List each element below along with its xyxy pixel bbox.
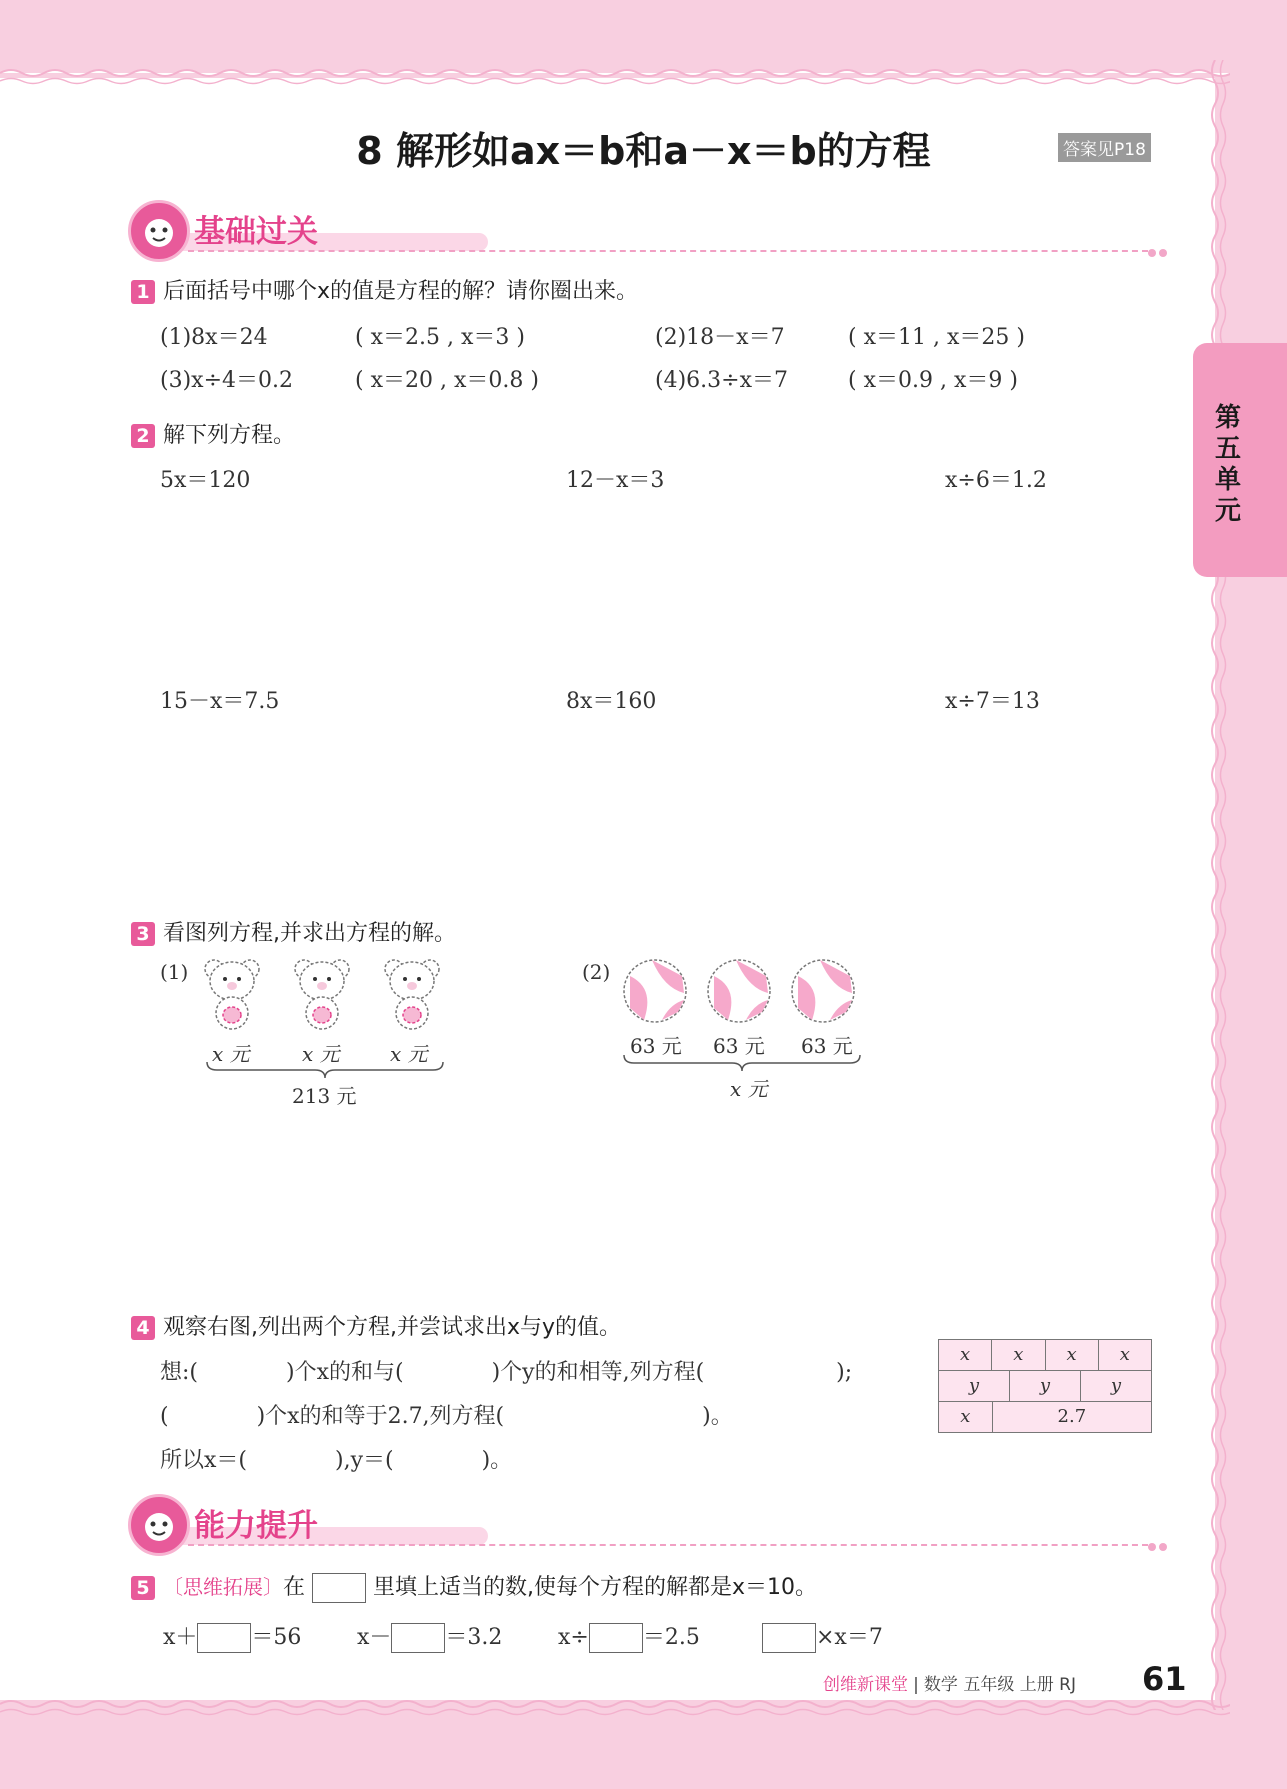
teddy-bear-icon bbox=[200, 955, 450, 1035]
q5-eq-2 bbox=[357, 1620, 502, 1653]
q4-prompt-text: 观察右图,列出两个方程,并尝试求出x与y的值。 bbox=[163, 1315, 622, 1340]
q1-item-1-eq: (1)8x＝24 bbox=[160, 325, 268, 350]
q5-eq-3 bbox=[558, 1620, 700, 1653]
unit-side-tab[interactable] bbox=[1193, 343, 1287, 577]
q3-part2-total: x 元 bbox=[730, 1077, 768, 1101]
q4-grid-cell: x bbox=[992, 1340, 1045, 1370]
q3-part1-brace bbox=[205, 1060, 445, 1080]
section-advanced-header bbox=[128, 1494, 1168, 1554]
footer-brand: 创维新课堂 bbox=[823, 1675, 908, 1695]
q5-eq-3-before: x÷ bbox=[558, 1625, 589, 1650]
q4-grid-cell: x bbox=[1119, 1344, 1130, 1365]
section-basic-dots bbox=[1148, 242, 1170, 261]
q4-diagram-grid bbox=[938, 1339, 1152, 1433]
q5-eq-3-blank[interactable] bbox=[589, 1623, 643, 1653]
q4-grid-cell: y bbox=[1110, 1375, 1122, 1396]
q3-part2-item-2: 63 元 bbox=[713, 1034, 765, 1058]
q3-part2-label: (2) bbox=[582, 960, 611, 984]
q2-number: 2 bbox=[131, 424, 155, 448]
q5-eq-2-blank[interactable] bbox=[391, 1623, 445, 1653]
q3-number: 3 bbox=[131, 922, 155, 946]
q3-part1-total: 213 元 bbox=[292, 1084, 357, 1108]
q5-eq-1-blank[interactable] bbox=[197, 1623, 251, 1653]
q5-eq-2-before: x－ bbox=[357, 1625, 392, 1650]
q4-grid-row-y bbox=[939, 1371, 1151, 1402]
q1-prompt-text: 后面括号中哪个x的值是方程的解？请你圈出来。 bbox=[163, 279, 639, 304]
q3-part1-item-2: x 元 bbox=[302, 1042, 340, 1066]
q2-eq-5: 8x＝160 bbox=[566, 689, 657, 714]
section-basic-header bbox=[128, 200, 1168, 260]
q5-eq-3-after: ＝2.5 bbox=[642, 1625, 700, 1650]
q5-eq-4 bbox=[762, 1620, 883, 1653]
q2-eq-6: x÷7＝13 bbox=[945, 689, 1040, 714]
q4-grid-cell: y bbox=[939, 1371, 1010, 1401]
q5-eq-4-blank[interactable] bbox=[762, 1623, 816, 1653]
q5-eq-1-after: ＝56 bbox=[251, 1625, 302, 1650]
q5-eq-2-after: ＝3.2 bbox=[445, 1625, 503, 1650]
q2-prompt-text: 解下列方程。 bbox=[163, 423, 296, 448]
unit-side-tab-label: 第五单元 bbox=[1214, 403, 1241, 526]
q1-item-2-choices[interactable]: ( x＝11 , x＝25 ) bbox=[848, 325, 1025, 350]
q5-prompt-before: 在 bbox=[283, 1575, 306, 1600]
q4-line-3[interactable]: 所以x＝( ),y＝( )。 bbox=[160, 1448, 513, 1473]
q1-item-1-choices[interactable]: ( x＝2.5 , x＝3 ) bbox=[355, 325, 525, 350]
section-basic-title: 基础过关 bbox=[194, 214, 318, 250]
footer-info: 数学 五年级 上册 RJ bbox=[923, 1675, 1076, 1695]
q1-item-4-choices[interactable]: ( x＝0.9 , x＝9 ) bbox=[848, 368, 1018, 393]
monkey-mascot-icon bbox=[128, 1494, 190, 1556]
q4-line-2[interactable]: ( )个x的和等于2.7,列方程( )。 bbox=[160, 1404, 733, 1429]
section-advanced-divider bbox=[188, 1544, 1148, 1546]
q4-grid-cell: x bbox=[939, 1340, 992, 1370]
page-title-text: 8 解形如ax＝b和a－x＝b的方程 bbox=[356, 129, 931, 173]
footer-separator: | bbox=[913, 1675, 919, 1695]
monkey-mascot-icon bbox=[128, 200, 190, 262]
page-footer bbox=[823, 1670, 1076, 1695]
q3-part2-item-1: 63 元 bbox=[630, 1034, 682, 1058]
q3-part1-item-3: x 元 bbox=[390, 1042, 428, 1066]
section-advanced-dots bbox=[1148, 1536, 1170, 1555]
q3-bears bbox=[200, 955, 450, 1039]
q4-grid-row-x bbox=[939, 1340, 1151, 1371]
q4-grid-cell: 2.7 bbox=[1057, 1406, 1087, 1427]
beach-ball-icon bbox=[622, 958, 862, 1028]
q1-item-2-eq: (2)18－x＝7 bbox=[655, 325, 785, 350]
q4-grid-cell: x bbox=[939, 1402, 993, 1432]
section-basic-divider bbox=[188, 250, 1148, 252]
q4-grid-row-total bbox=[939, 1402, 1151, 1432]
q3-part2-item-3: 63 元 bbox=[801, 1034, 853, 1058]
q3-prompt bbox=[131, 916, 456, 947]
q5-prompt bbox=[131, 1570, 817, 1603]
section-advanced-title: 能力提升 bbox=[194, 1508, 318, 1544]
q1-item-3-choices[interactable]: ( x＝20 , x＝0.8 ) bbox=[355, 368, 539, 393]
q1-item-4-eq: (4)6.3÷x＝7 bbox=[655, 368, 788, 393]
q3-part1-item-1: x 元 bbox=[212, 1042, 250, 1066]
q4-prompt bbox=[131, 1310, 621, 1341]
q4-number: 4 bbox=[131, 1316, 155, 1340]
q1-number: 1 bbox=[131, 280, 155, 304]
page-number: 61 bbox=[1142, 1660, 1187, 1698]
q1-item-3-eq: (3)x÷4＝0.2 bbox=[160, 368, 293, 393]
answer-reference-badge: 答案见P18 bbox=[1058, 133, 1151, 162]
q5-eq-1-before: x＋ bbox=[163, 1625, 198, 1650]
q2-eq-1: 5x＝120 bbox=[160, 468, 251, 493]
q5-sample-box bbox=[312, 1573, 366, 1603]
q4-grid-cell: y bbox=[1010, 1371, 1081, 1401]
q2-eq-4: 15－x＝7.5 bbox=[160, 689, 280, 714]
q1-prompt bbox=[131, 274, 638, 305]
q5-eq-4-after: ×x＝7 bbox=[816, 1625, 883, 1650]
q5-prompt-after: 里填上适当的数,使每个方程的解都是x＝10。 bbox=[373, 1575, 818, 1600]
q5-number: 5 bbox=[131, 1576, 155, 1600]
q2-eq-3: x÷6＝1.2 bbox=[945, 468, 1047, 493]
q2-eq-2: 12－x＝3 bbox=[566, 468, 665, 493]
q3-prompt-text: 看图列方程,并求出方程的解。 bbox=[163, 921, 456, 946]
q5-tag: 〔思维拓展〕 bbox=[163, 1575, 283, 1599]
q3-balls bbox=[622, 958, 862, 1032]
q4-grid-cell: x bbox=[1046, 1340, 1099, 1370]
q3-part2-brace bbox=[622, 1053, 862, 1073]
q2-prompt bbox=[131, 418, 295, 449]
q3-part1-label: (1) bbox=[160, 960, 189, 984]
q4-line-1[interactable]: 想:( )个x的和与( )个y的和相等,列方程( ); bbox=[160, 1360, 853, 1385]
q5-eq-1 bbox=[163, 1620, 301, 1653]
